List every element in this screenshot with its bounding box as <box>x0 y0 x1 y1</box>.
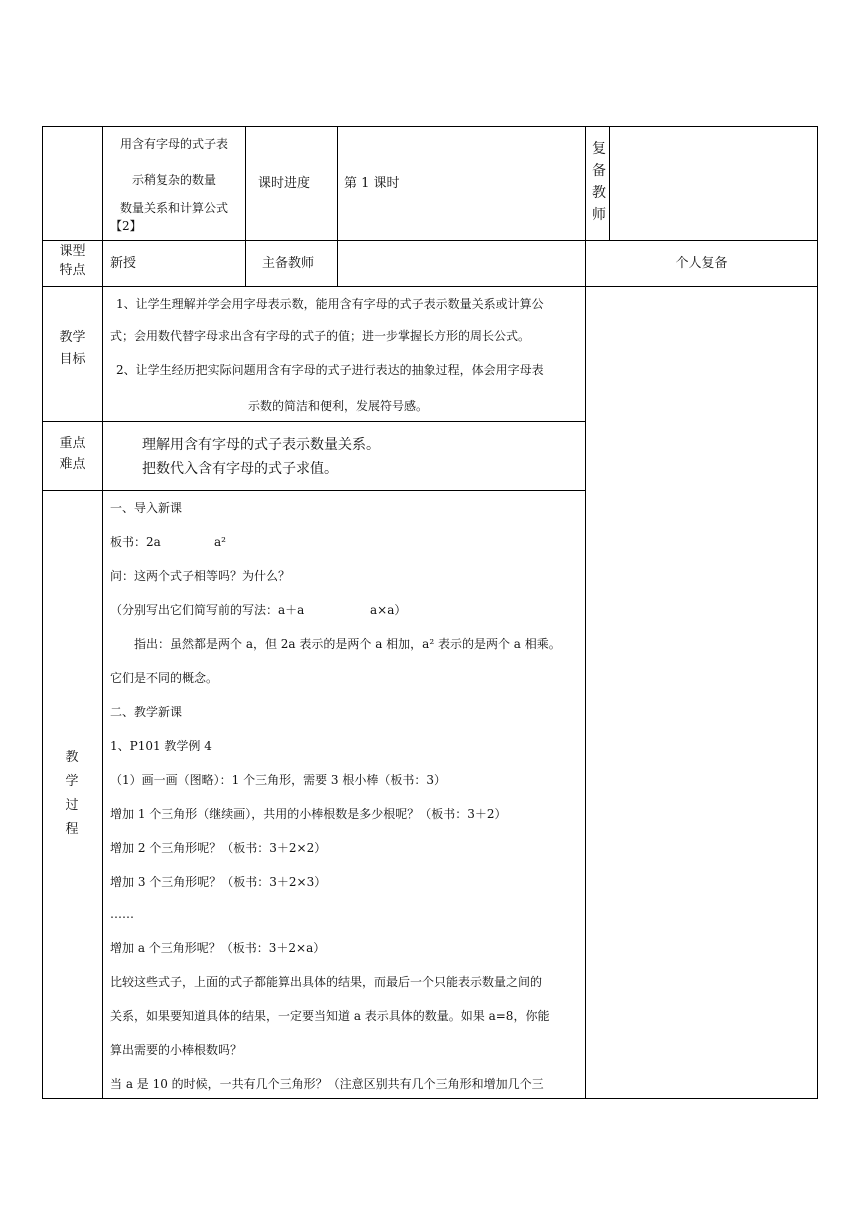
key-points-label: 重点 难点 <box>59 436 86 472</box>
process-line: 1、P101 教学例 4 <box>110 739 212 753</box>
objectives-label: 教学 目标 <box>59 330 86 367</box>
table-border-bottom <box>42 1098 818 1099</box>
process-line: 一、导入新课 <box>110 501 183 515</box>
process-line: a² <box>214 535 226 549</box>
process-line: （分别写出它们简写前的写法：a＋a <box>110 603 305 617</box>
process-line: 增加 1 个三角形（继续画），共用的小棒根数是多少根呢？（板书：3＋2） <box>110 807 507 821</box>
review-teacher-label: 复 备 教 师 <box>592 141 606 223</box>
process-line: 当 a 是 10 的时候，一共有几个三角形？（注意区别共有几个三角形和增加几个三 <box>110 1077 544 1091</box>
process-line: 二、教学新课 <box>110 705 183 719</box>
topic-line: 用含有字母的式子表 <box>119 137 228 151</box>
progress-label: 课时进度 <box>258 176 311 191</box>
objective-line: 式；会用数代替字母求出含有字母的式子的值；进一步掌握长方形的周长公式。 <box>110 329 531 343</box>
process-label: 教 学 过 程 <box>65 750 79 837</box>
key-point-line: 把数代入含有字母的式子求值。 <box>142 461 338 477</box>
objective-line: 示数的简洁和便利，发展符号感。 <box>248 399 429 413</box>
process-line: （1）画一画（图略）：1 个三角形，需要 3 根小棒（板书：3） <box>110 773 446 787</box>
process-line: a×a） <box>370 603 407 617</box>
lesson-type-label: 课型 特点 <box>59 244 86 278</box>
topic-line: 【2】 <box>110 219 142 233</box>
process-line: …… <box>110 907 134 921</box>
process-line: 增加 a 个三角形呢？（板书：3＋2×a） <box>110 941 326 955</box>
process-line: 算出需要的小棒根数吗？ <box>110 1043 243 1057</box>
process-line: 指出：虽然都是两个 a，但 2a 表示的是两个 a 相加，a² 表示的是两个 a 相乘。 <box>134 637 561 651</box>
process-line: 增加 2 个三角形呢？（板书：3＋2×2） <box>110 841 327 855</box>
table-row-divider <box>42 240 818 241</box>
process-line: 板书：2a <box>110 535 161 549</box>
main-teacher-label: 主备教师 <box>262 256 315 271</box>
table-row-divider <box>42 490 585 491</box>
process-line: 问：这两个式子相等吗？为什么？ <box>110 569 291 583</box>
process-line: 它们是不同的概念。 <box>110 671 219 685</box>
process-line: 比较这些式子，上面的式子都能算出具体的结果，而最后一个只能表示数量之间的 <box>110 975 543 989</box>
table-border-right <box>817 126 818 1099</box>
objective-line: 1、让学生理解并学会用字母表示数，能用含有字母的式子表示数量关系或计算公 <box>116 297 544 311</box>
topic-line: 示稍复杂的数量 <box>131 173 216 187</box>
key-point-line: 理解用含有字母的式子表示数量关系。 <box>142 437 380 453</box>
objective-line: 2、让学生经历把实际问题用含有字母的式子进行表达的抽象过程，体会用字母表 <box>116 363 544 377</box>
table-row-divider <box>42 286 818 287</box>
lesson-type-value: 新授 <box>110 256 137 271</box>
personal-review-label: 个人复备 <box>675 256 728 271</box>
topic-line: 数量关系和计算公式 <box>119 201 228 215</box>
process-line: 关系，如果要知道具体的结果，一定要当知道 a 表示具体的数量。如果 a=8，你能 <box>110 1009 550 1023</box>
progress-value: 第 1 课时 <box>344 176 400 191</box>
table-col-divider <box>337 126 338 287</box>
process-line: 增加 3 个三角形呢？（板书：3＋2×3） <box>110 875 327 889</box>
table-row-divider <box>42 421 585 422</box>
table-col-divider <box>102 126 103 1099</box>
table-border-top <box>42 126 818 127</box>
table-col-divider <box>245 126 246 287</box>
